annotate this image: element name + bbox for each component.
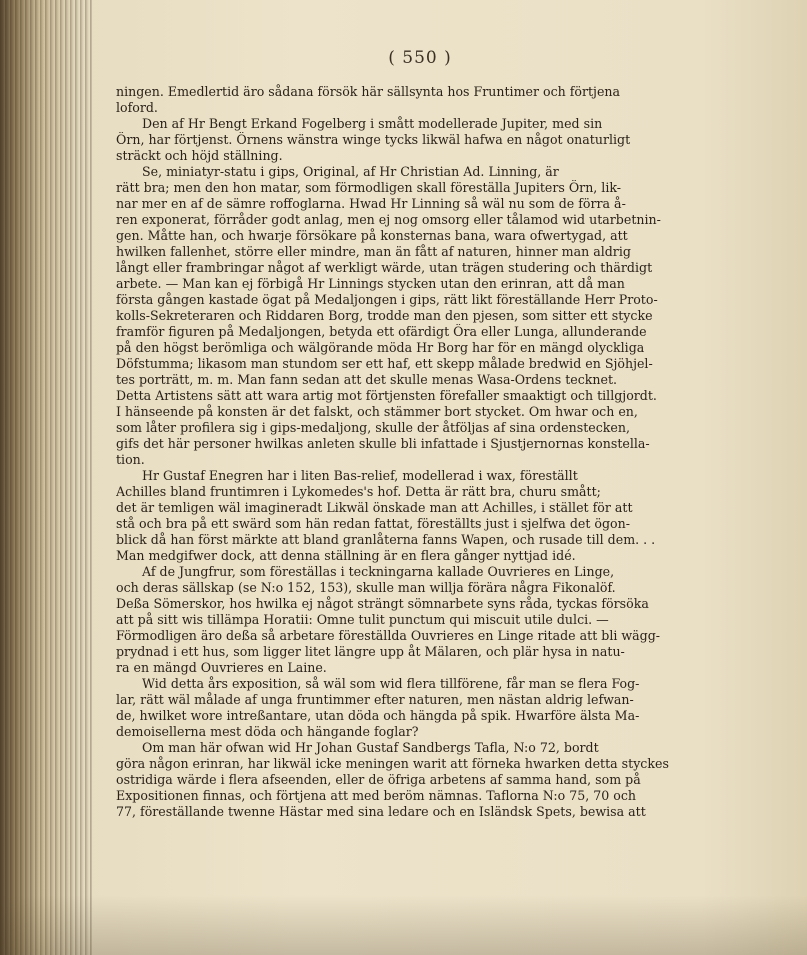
text-line: Förmodligen äro deßa så arbetare föreställda Ouvrieres en Linge ritade att bli wägg-: [116, 628, 661, 643]
text-line: Örn, har förtjenst. Örnens wänstra winge tycks likwäl hafwa en något onaturligt: [116, 132, 631, 147]
text-line: loford.: [116, 100, 158, 115]
text-line: Deßa Sömerskor, hos hwilka ej något strängt sömnarbete syns råda, tyckas försöka: [116, 596, 649, 611]
text-line: framför figuren på Medaljongen, betyda ett ofärdigt Öra eller Lunga, allunderande: [116, 324, 647, 339]
text-line: på den högst berömliga och wälgörande möda Hr Borg har för en mängd olyckliga: [116, 340, 645, 355]
text-line: sträckt och höjd ställning.: [116, 148, 283, 163]
text-line: att på sitt wis tillämpa Horatii: Omne tulit punctum qui miscuit utile dulci. —: [116, 612, 609, 627]
text-line: göra någon erinran, har likwäl icke meningen warit att förneka hwarken detta styckes: [116, 756, 669, 771]
text-line: de, hwilket wore intreßantare, utan döda och hängda på spik. Hwarföre älsta Ma-: [116, 708, 640, 723]
text-line: Achilles bland fruntimren i Lykomedes's hof. Detta är rätt bra, churu smått;: [116, 484, 601, 499]
text-line: demoisellerna mest döda och hängande foglar?: [116, 724, 419, 739]
text-line: gifs det här personer hwilkas anleten skulle bli infattade i Sjustjernornas konstella-: [116, 436, 650, 451]
text-line: Expositionen finnas, och förtjena att med beröm nämnas. Taflorna N:o 75, 70 och: [116, 788, 636, 803]
text-line: Wid detta års exposition, så wäl som wid flera tillförene, får man se flera Fog-: [142, 676, 640, 691]
text-line: Döfstumma; likasom man stundom ser ett haf, ett skepp målade bredwid en Sjöhjel-: [116, 356, 653, 371]
text-line: tes porträtt, m. m. Man fann sedan att det skulle menas Wasa-Ordens tecknet.: [116, 372, 618, 387]
text-line: stå och bra på ett swärd som hän redan fattat, föreställts just i sjelfwa det ögon-: [116, 516, 630, 531]
text-line: hwilken fallenhet, större eller mindre, man än fått af naturen, hinner man aldrig: [116, 244, 631, 259]
text-line: arbete. — Man kan ej förbigå Hr Linnings stycken utan den erinran, att då man: [116, 276, 625, 291]
text-line: Af de Jungfrur, som föreställas i teckningarna kallade Ouvrieres en Linge,: [142, 564, 615, 579]
text-line: prydnad i ett hus, som ligger litet längre upp åt Mälaren, och plär hysa in natu-: [116, 644, 625, 659]
text-line: ostridiga wärde i flera afseenden, eller de öfriga arbetens af samma hand, som på: [116, 772, 641, 787]
text-line: lar, rätt wäl målade af unga fruntimmer efter naturen, men nästan aldrig lefwan-: [116, 692, 634, 707]
text-line: rätt bra; men den hon matar, som förmodligen skall föreställa Jupiters Örn, lik-: [116, 180, 622, 195]
text-line: Detta Artistens sätt att wara artig mot förtjensten förefaller smaaktigt och tillgjordt.: [116, 388, 657, 403]
page-bottom-shadow: [0, 895, 807, 955]
text-line: Se, miniatyr-statu i gips, Original, af Hr Christian Ad. Linning, är: [142, 164, 559, 179]
text-line: Man medgifwer dock, att denna ställning är en flera gånger nyttjad idé.: [116, 548, 576, 563]
text-line: nar mer en af de sämre roffoglarna. Hwad Hr Linning så wäl nu som de förra å-: [116, 196, 626, 211]
text-line: ningen. Emedlertid äro sådana försök här sällsynta hos Fruntimer och förtjena: [116, 84, 621, 99]
text-line: som låter profilera sig i gips-medaljong, skulle der åtföljas af sina ordenstecken,: [116, 420, 630, 435]
text-line: kolls-Sekreteraren och Riddaren Borg, trodde man den pjesen, som sitter ett stycke: [116, 308, 653, 323]
text-line: första gången kastade ögat på Medaljongen i gips, rätt likt föreställande Herr Proto-: [116, 292, 658, 307]
text-line: Den af Hr Bengt Erkand Fogelberg i smått modellerade Jupiter, med sin: [142, 116, 603, 131]
text-line: 77, föreställande twenne Hästar med sina ledare och en Isländsk Spets, bewisa att: [116, 804, 646, 819]
text-line: det är temligen wäl imagineradt Likwäl önskade man att Achilles, i stället för att: [116, 500, 633, 515]
text-line: tion.: [116, 452, 145, 467]
text-line: gen. Måtte han, och hwarje försökare på konsternas bana, wara ofwertygad, att: [116, 228, 628, 243]
text-line: Hr Gustaf Enegren har i liten Bas-relief, modellerad i wax, föreställt: [142, 468, 578, 483]
text-line: långt eller frambringar något af werkligt wärde, utan trägen studering och thärdigt: [116, 260, 653, 275]
text-line: och deras sällskap (se N:o 152, 153), skulle man willja förära några Fikonalöf.: [116, 580, 616, 595]
body-text: [116, 84, 792, 820]
text-line: I hänseende på konsten är det falskt, och stämmer bort stycket. Om hwar och en,: [116, 404, 638, 419]
page-number: ( 550 ): [388, 48, 452, 68]
text-line: Om man här ofwan wid Hr Johan Gustaf Sandbergs Tafla, N:o 72, bordt: [142, 740, 599, 755]
text-line: ren exponerat, förråder godt anlag, men ej nog omsorg eller tålamod wid utarbetnin-: [116, 212, 661, 227]
text-line: ra en mängd Ouvrieres en Laine.: [116, 660, 327, 675]
text-line: blick då han först märkte att bland granlåterna fanns Wapen, och rusade till dem. . .: [116, 532, 656, 547]
book-spine-shadow: [0, 0, 92, 955]
